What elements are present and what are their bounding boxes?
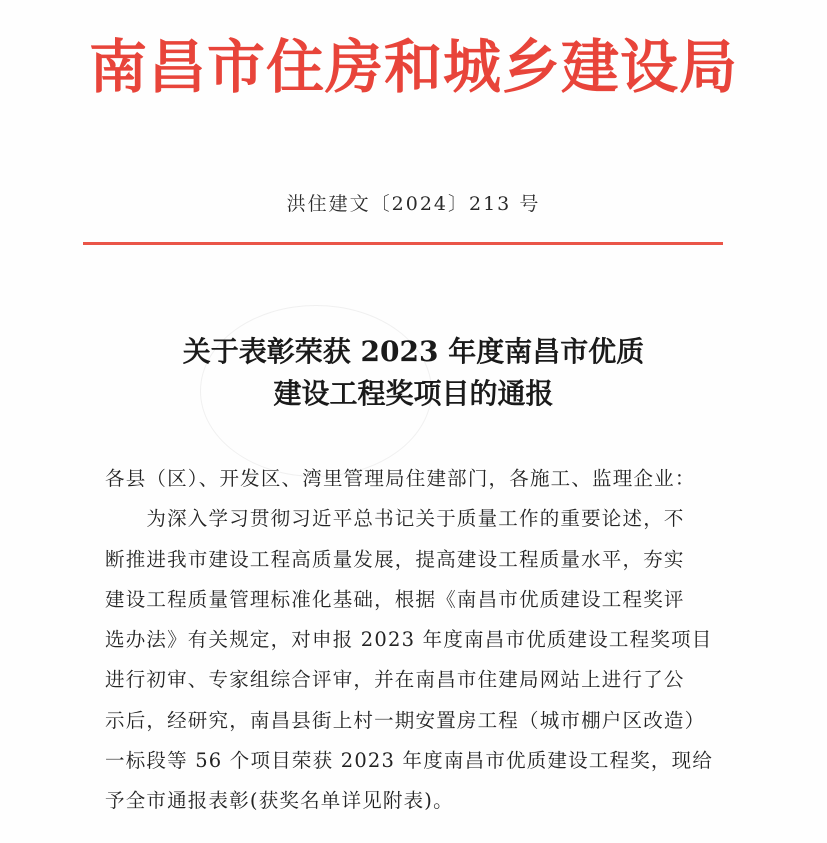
body-line: 予全市通报表彰(获奖名单详见附表)。 xyxy=(105,789,454,813)
body-line-salutation: 各县（区）、开发区、湾里管理局住建部门，各施工、监理企业： xyxy=(105,467,696,490)
body-line: 选办法》有关规定，对申报 2023 年度南昌市优质建设工程奖项目 xyxy=(105,628,713,652)
document-title xyxy=(0,331,827,415)
body-line: 示后，经研究，南昌县街上村一期安置房工程（城市棚户区改造） xyxy=(105,708,706,732)
document-number: 洪住建文〔2024〕213 号 xyxy=(286,193,541,215)
body-line: 一标段等 56 个项目荣获 2023 年度南昌市优质建设工程奖，现给 xyxy=(105,749,714,773)
body-line: 进行初审、专家组综合评审，并在南昌市住建局网站上进行了公 xyxy=(105,668,685,692)
document-title-line-1: 关于表彰荣获 2023 年度南昌市优质 xyxy=(182,335,645,368)
body-line: 断推进我市建设工程高质量发展，提高建设工程质量水平，夯实 xyxy=(105,547,685,571)
red-divider-line xyxy=(83,242,723,245)
body-line: 为深入学习贯彻习近平总书记关于质量工作的重要论述，不 xyxy=(105,507,685,531)
agency-name-header: 南昌市住房和城乡建设局 xyxy=(88,33,738,101)
body-line: 建设工程质量管理标准化基础，根据《南昌市优质建设工程奖评 xyxy=(105,587,685,611)
document-body xyxy=(105,459,745,822)
document-title-line-2: 建设工程奖项目的通报 xyxy=(273,377,554,410)
